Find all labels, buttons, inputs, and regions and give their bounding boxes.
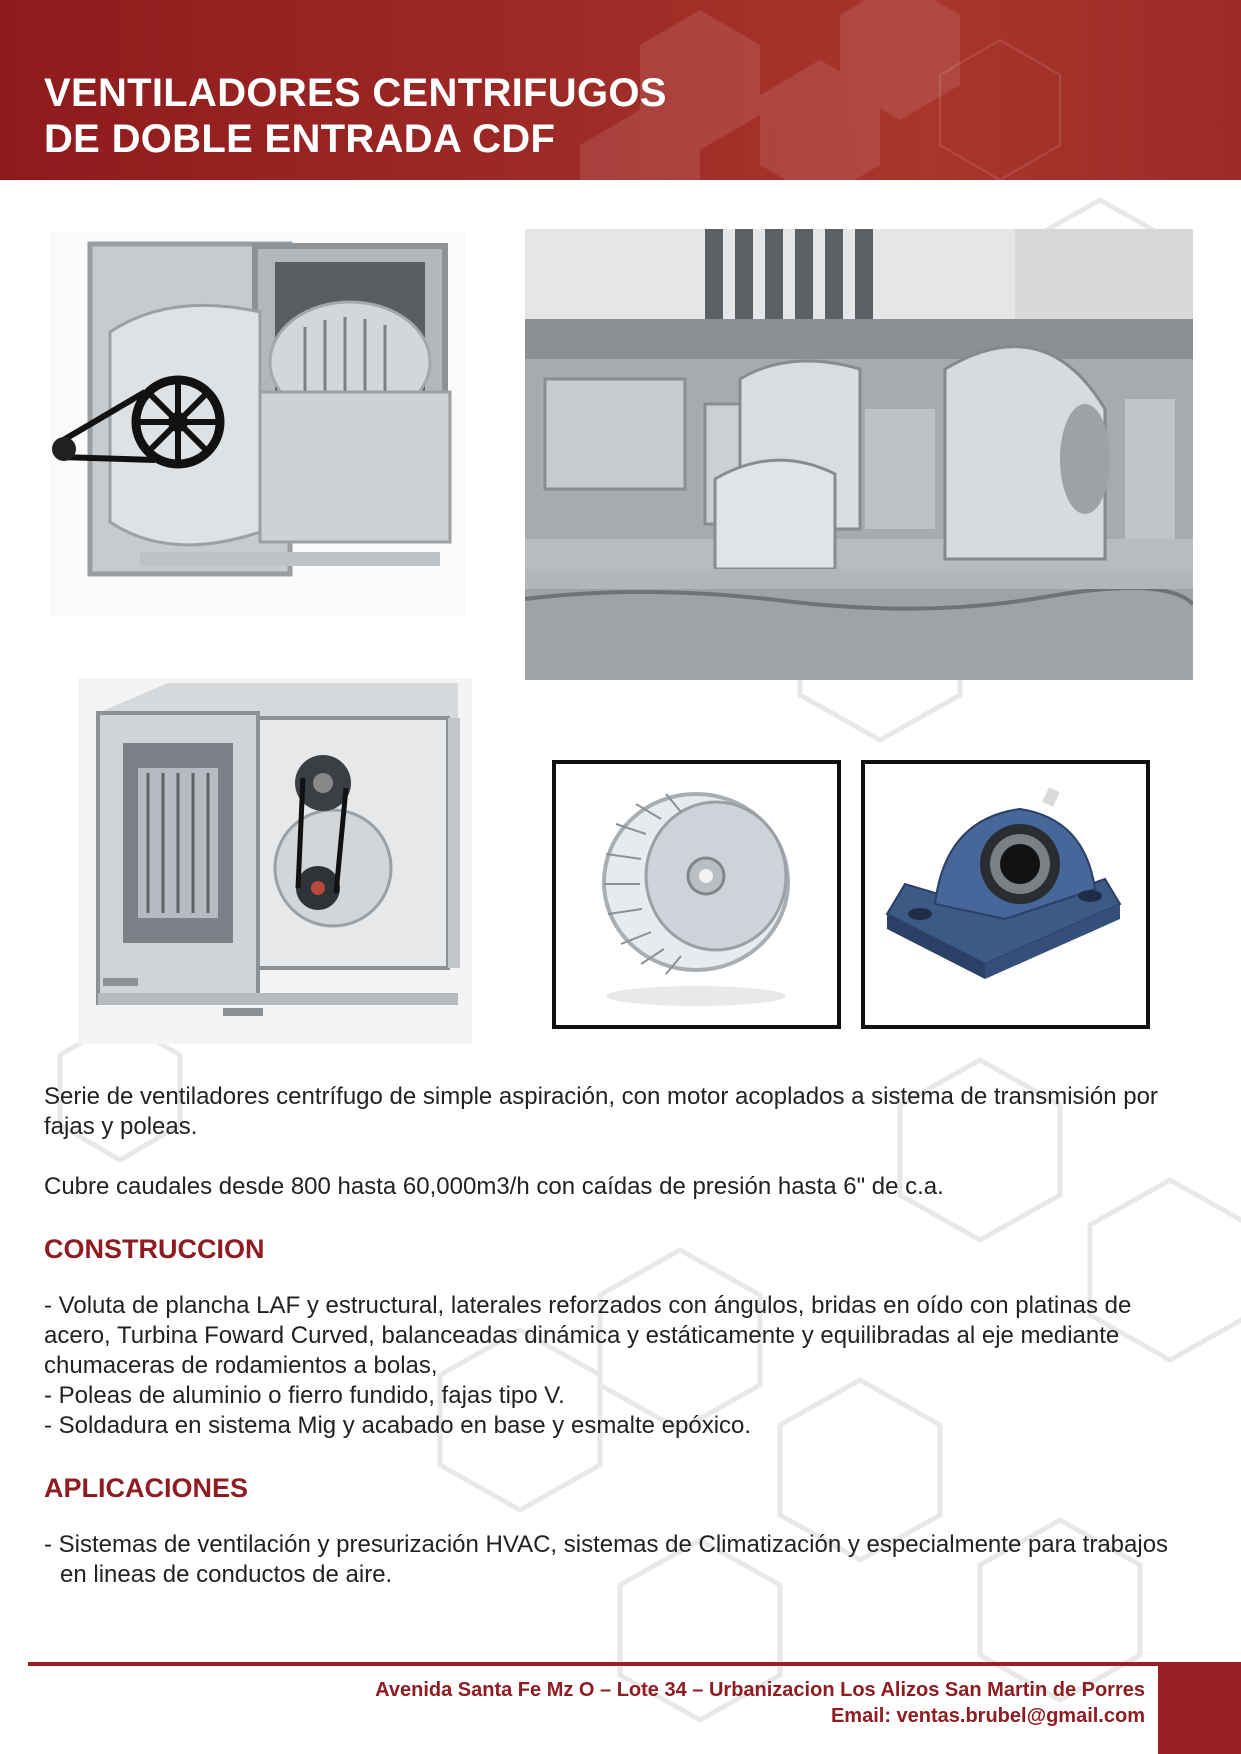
aplicaciones-heading: APLICACIONES xyxy=(44,1473,249,1503)
header-banner xyxy=(0,0,1241,180)
rooftop-installation-photo xyxy=(525,229,1193,680)
page-title-line2: DE DOBLE ENTRADA CDF xyxy=(44,117,556,161)
footer-address: Avenida Santa Fe Mz O – Lote 34 – Urbanizacion Los Alizos San Martin de Porres xyxy=(375,1679,1145,1701)
main-content xyxy=(44,1082,1194,1590)
fan-wheel-photo xyxy=(552,760,841,1029)
aplicaciones-item: - Sistemas de ventilación y presurización HVAC, sistemas de Climatización y especialmente para trabajos en lineas de conductos de aire. xyxy=(44,1531,1169,1588)
cabinet-fan-photo xyxy=(78,678,472,1044)
construccion-heading: CONSTRUCCION xyxy=(44,1234,265,1264)
centrifugal-fan-photo xyxy=(50,232,465,617)
footer-accent-bar xyxy=(1158,1662,1241,1754)
construccion-list xyxy=(44,1291,1194,1441)
construccion-item: - Voluta de plancha LAF y estructural, laterales reforzados con ángulos, bridas en oído con platinas de acero, Turbina Foward Curved, balanceadas dinámica y estáticamente y equilibradas al eje mediante chumaceras de rodamientos a bolas, xyxy=(44,1292,1132,1379)
intro-paragraph-1: Serie de ventiladores centrífugo de simple aspiración, con motor acoplados a sistema de transmisión por fajas y poleas. xyxy=(44,1083,1158,1140)
construccion-item: - Soldadura en sistema Mig y acabado en base y esmalte epóxico. xyxy=(44,1412,752,1439)
page-title xyxy=(44,70,667,162)
pillow-block-bearing-photo xyxy=(861,760,1150,1029)
footer-divider xyxy=(28,1662,1158,1666)
footer-contact xyxy=(375,1677,1145,1729)
aplicaciones-list xyxy=(44,1530,1194,1590)
construccion-item: - Poleas de aluminio o fierro fundido, fajas tipo V. xyxy=(44,1382,565,1409)
intro-paragraph-2: Cubre caudales desde 800 hasta 60,000m3/h con caídas de presión hasta 6" de c.a. xyxy=(44,1173,944,1200)
footer-email: Email: ventas.brubel@gmail.com xyxy=(830,1705,1145,1727)
page-title-line1: VENTILADORES CENTRIFUGOS xyxy=(44,71,667,115)
